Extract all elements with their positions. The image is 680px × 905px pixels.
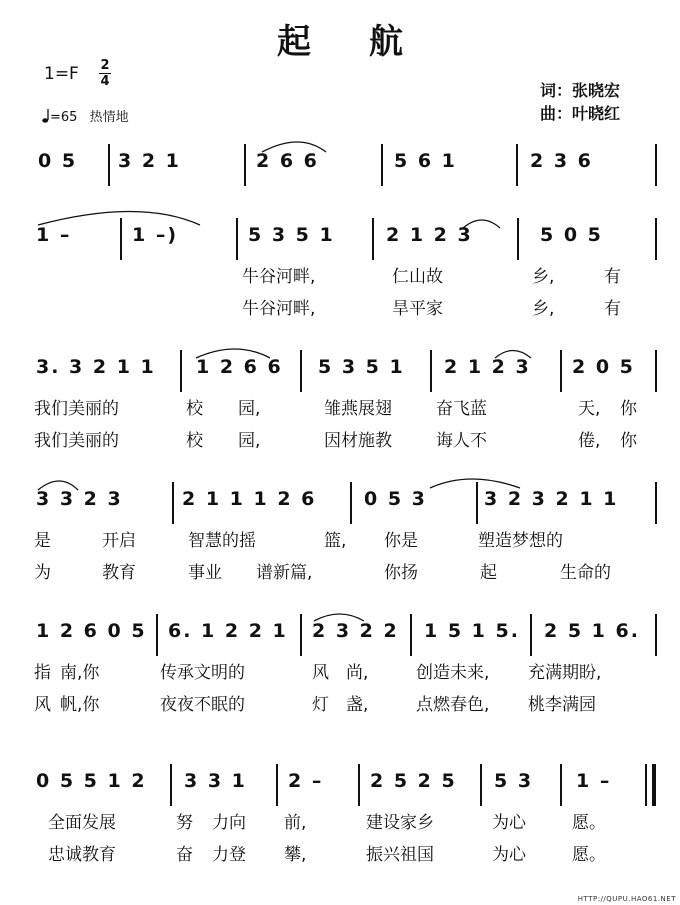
lyric-verse-2: 灯 (312, 695, 329, 715)
lyric-verse-2: 牛谷河畔, (242, 299, 316, 319)
measure-notes: 2 0 5 (572, 356, 635, 378)
time-signature-top: 2 (100, 58, 110, 73)
lyric-verse-2: 为心 (492, 845, 526, 865)
lyric-verse-1: 篮, (324, 531, 347, 551)
slur (38, 212, 200, 226)
lyric-verse-2: 校 (186, 431, 203, 451)
measure-notes: 5 6 1 (394, 150, 457, 172)
lyric-verse-1: 你 (620, 399, 637, 419)
lyric-verse-1: 仁山故 (392, 267, 443, 287)
lyric-verse-2: 愿。 (572, 845, 606, 865)
lyric-verse-1: 风 (312, 663, 329, 683)
lyric-verse-1: 建设家乡 (366, 813, 434, 833)
measure-notes: 0 5 3 (364, 488, 427, 510)
lyric-verse-2: 你 (620, 431, 637, 451)
lyric-verse-1: 你是 (384, 531, 418, 551)
lyric-verse-2: 攀, (284, 845, 307, 865)
lyric-verse-1: 充满期盼, (528, 663, 602, 683)
lyric-verse-1: 愿。 (572, 813, 606, 833)
lyric-verse-2: 力登 (212, 845, 246, 865)
measure-notes: 1 –) (132, 224, 179, 246)
measure-notes: 2 – (288, 770, 324, 792)
slur (38, 481, 78, 490)
measure-notes: 2 5 2 5 (370, 770, 457, 792)
lyric-verse-2: 为 (34, 563, 51, 583)
lyric-verse-1: 牛谷河畔, (242, 267, 316, 287)
lyric-verse-2: 有 (604, 299, 621, 319)
lyric-verse-2: 乡, (532, 299, 555, 319)
measure-notes: 5 3 (494, 770, 534, 792)
lyric-verse-2: 你扬 (384, 563, 418, 583)
measure-notes: 2 1 2 3 (444, 356, 531, 378)
measure-notes: 3 2 1 (118, 150, 181, 172)
slur (463, 220, 500, 228)
measure-notes: 0 5 5 1 2 (36, 770, 147, 792)
measure-notes: 3 3 2 3 (36, 488, 123, 510)
slur (314, 614, 364, 621)
measure-notes: 1 5 1 5. (424, 620, 520, 642)
lyric-verse-1: 奋飞蓝 (436, 399, 487, 419)
lyric-verse-2: 教育 (102, 563, 136, 583)
slur (495, 351, 531, 359)
lyric-verse-1: 有 (604, 267, 621, 287)
lyric-verse-1: 努 (176, 813, 193, 833)
lyric-verse-1: 尚, (346, 663, 369, 683)
lyric-verse-2: 振兴祖国 (366, 845, 434, 865)
lyric-verse-1: 天, (578, 399, 601, 419)
lyric-verse-1: 开启 (102, 531, 136, 551)
measure-notes: 3 2 3 2 1 1 (484, 488, 619, 510)
measure-notes: 0 5 (38, 150, 78, 172)
lyric-verse-2: 倦, (578, 431, 601, 451)
tempo-number: =65 (50, 110, 78, 125)
measure-notes: 5 3 5 1 (318, 356, 405, 378)
measure-notes: 2 5 1 6. (544, 620, 640, 642)
lyric-verse-2: 夜夜不眠的 (160, 695, 245, 715)
lyric-verse-2: 谱新篇, (256, 563, 313, 583)
lyric-verse-1: 力向 (212, 813, 246, 833)
lyric-verse-1: 传承文明的 (160, 663, 245, 683)
page-title: 起航 (277, 22, 461, 62)
lyric-verse-2: 我们美丽的 (34, 431, 119, 451)
lyric-verse-2: 桃李满园 (528, 695, 596, 715)
lyric-verse-1: 雏燕展翅 (324, 399, 392, 419)
lyric-verse-2: 生命的 (560, 563, 611, 583)
lyric-verse-2: 奋 (176, 845, 193, 865)
measure-notes: 2 1 1 1 2 6 (182, 488, 317, 510)
measure-notes: 3. 3 2 1 1 (36, 356, 156, 378)
measure-notes: 5 3 5 1 (248, 224, 335, 246)
lyric-verse-1: 创造未来, (416, 663, 490, 683)
footer-url: HTTP://QUPU.HAO61.NET (577, 895, 676, 903)
lyric-verse-2: 因材施教 (324, 431, 392, 451)
measure-notes: 6. 1 2 2 1 (168, 620, 288, 642)
measure-notes: 1 2 6 6 (196, 356, 283, 378)
lyric-verse-2: 风 (34, 695, 51, 715)
measure-notes: 2 6 6 (256, 150, 319, 172)
time-signature-bottom: 4 (100, 74, 110, 89)
lyric-verse-1: 指 (34, 663, 51, 683)
slur (430, 479, 520, 488)
lyricist-credit: 词：张晓宏 (540, 81, 621, 100)
lyric-verse-2: 起 (480, 563, 497, 583)
lyric-verse-1: 我们美丽的 (34, 399, 119, 419)
measure-notes: 3 3 1 (184, 770, 247, 792)
lyric-verse-2: 盏, (346, 695, 369, 715)
measure-notes: 1 2 6 0 5 (36, 620, 147, 642)
lyric-verse-2: 旱平家 (392, 299, 443, 319)
lyric-verse-2: 园, (238, 431, 261, 451)
slur (262, 142, 326, 152)
measure-notes: 5 0 5 (540, 224, 603, 246)
measure-notes: 1 – (36, 224, 72, 246)
slur (196, 349, 270, 358)
lyric-verse-1: 校 (186, 399, 203, 419)
lyric-verse-1: 塑造梦想的 (478, 531, 563, 551)
lyric-verse-1: 乡, (532, 267, 555, 287)
lyric-verse-1: 前, (284, 813, 307, 833)
lyric-verse-1: 智慧的摇 (188, 531, 256, 551)
lyric-verse-2: 忠诚教育 (48, 845, 116, 865)
lyric-verse-2: 诲人不 (436, 431, 487, 451)
measure-notes: 2 3 2 2 (312, 620, 399, 642)
lyric-verse-1: 为心 (492, 813, 526, 833)
lyric-verse-1: 是 (34, 531, 51, 551)
measure-notes: 1 – (576, 770, 612, 792)
measure-notes: 2 3 6 (530, 150, 593, 172)
key-signature: 1=F (44, 64, 79, 84)
lyric-verse-1: 南,你 (60, 663, 100, 683)
lyric-verse-2: 帆,你 (60, 695, 100, 715)
lyric-verse-1: 园, (238, 399, 261, 419)
lyric-verse-2: 点燃春色, (416, 695, 490, 715)
measure-notes: 2 1 2 3 (386, 224, 473, 246)
lyric-verse-1: 全面发展 (48, 813, 116, 833)
tempo-marking: 热情地 (89, 110, 129, 125)
lyric-verse-2: 事业 (188, 563, 222, 583)
composer-credit: 曲：叶晓红 (540, 104, 621, 123)
